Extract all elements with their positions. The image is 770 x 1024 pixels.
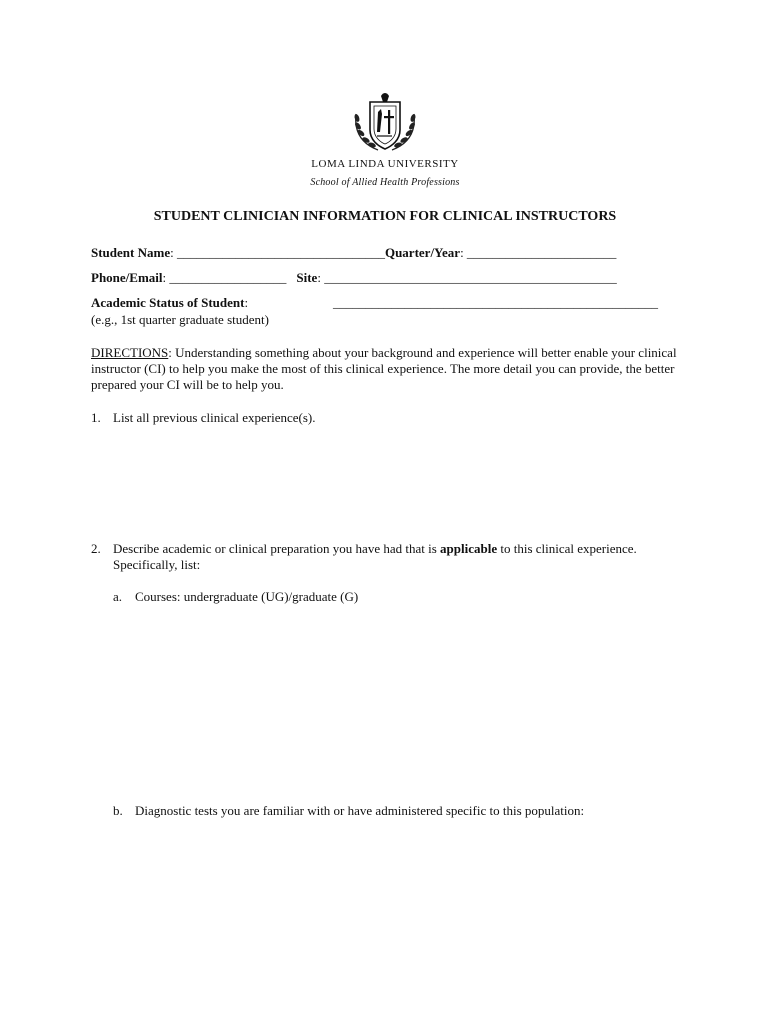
academic-status-example: (e.g., 1st quarter graduate student): [91, 312, 269, 327]
sub-text: Courses: undergraduate (UG)/graduate (G): [135, 589, 359, 604]
school-name: School of Allied Health Professions: [310, 177, 460, 188]
quarter-year-field[interactable]: : _______________________: [460, 245, 617, 260]
site-field[interactable]: : _____________________________________________: [317, 270, 617, 285]
question-2a: [113, 589, 673, 605]
question-1: [91, 410, 691, 426]
sub-letter: a.: [113, 589, 123, 604]
question-number: 2.: [91, 541, 101, 556]
phone-email-field[interactable]: : __________________: [162, 270, 287, 285]
question-text-emphasis: applicable: [440, 541, 498, 556]
question-text: List all previous clinical experience(s).: [113, 410, 316, 425]
student-name-row: [91, 245, 616, 261]
question-text-line2: Specifically, list:: [113, 557, 201, 572]
question-text: [113, 541, 637, 557]
university-name: LOMA LINDA UNIVERSITY: [311, 158, 459, 170]
academic-status-label: Academic Status of Student: [91, 295, 245, 310]
question-text-part: to this clinical experience.: [497, 541, 637, 556]
student-name-label: Student Name: [91, 245, 171, 260]
directions-text: : Understanding something about your background and experience will better enable your clinical instructor (CI) to help you make the most of this clinical experience. The more detail you can provide, the better prepared your CI will be to help you.: [91, 345, 677, 392]
directions-paragraph: [91, 345, 691, 393]
directions-label: DIRECTIONS: [91, 345, 169, 360]
question-2: [91, 541, 691, 575]
form-title: STUDENT CLINICIAN INFORMATION FOR CLINICAL INSTRUCTORS: [153, 209, 617, 224]
student-name-field[interactable]: : ________________________________: [170, 245, 385, 260]
academic-status-row: [91, 295, 248, 311]
quarter-year-label: Quarter/Year: [384, 245, 461, 260]
phone-site-row: [91, 270, 617, 286]
question-text-part: Describe academic or clinical preparation you have had that is: [113, 541, 441, 556]
academic-status-field[interactable]: __________________________________________________: [333, 295, 658, 310]
sub-text: Diagnostic tests you are familiar with or have administered specific to this population:: [135, 803, 585, 818]
question-2b: [113, 803, 673, 819]
academic-status-colon: :: [244, 295, 249, 310]
university-seal-logo: [348, 92, 422, 156]
site-label: Site: [296, 270, 318, 285]
question-number: 1.: [91, 410, 101, 425]
phone-email-label: Phone/Email: [91, 270, 163, 285]
sub-letter: b.: [113, 803, 123, 818]
